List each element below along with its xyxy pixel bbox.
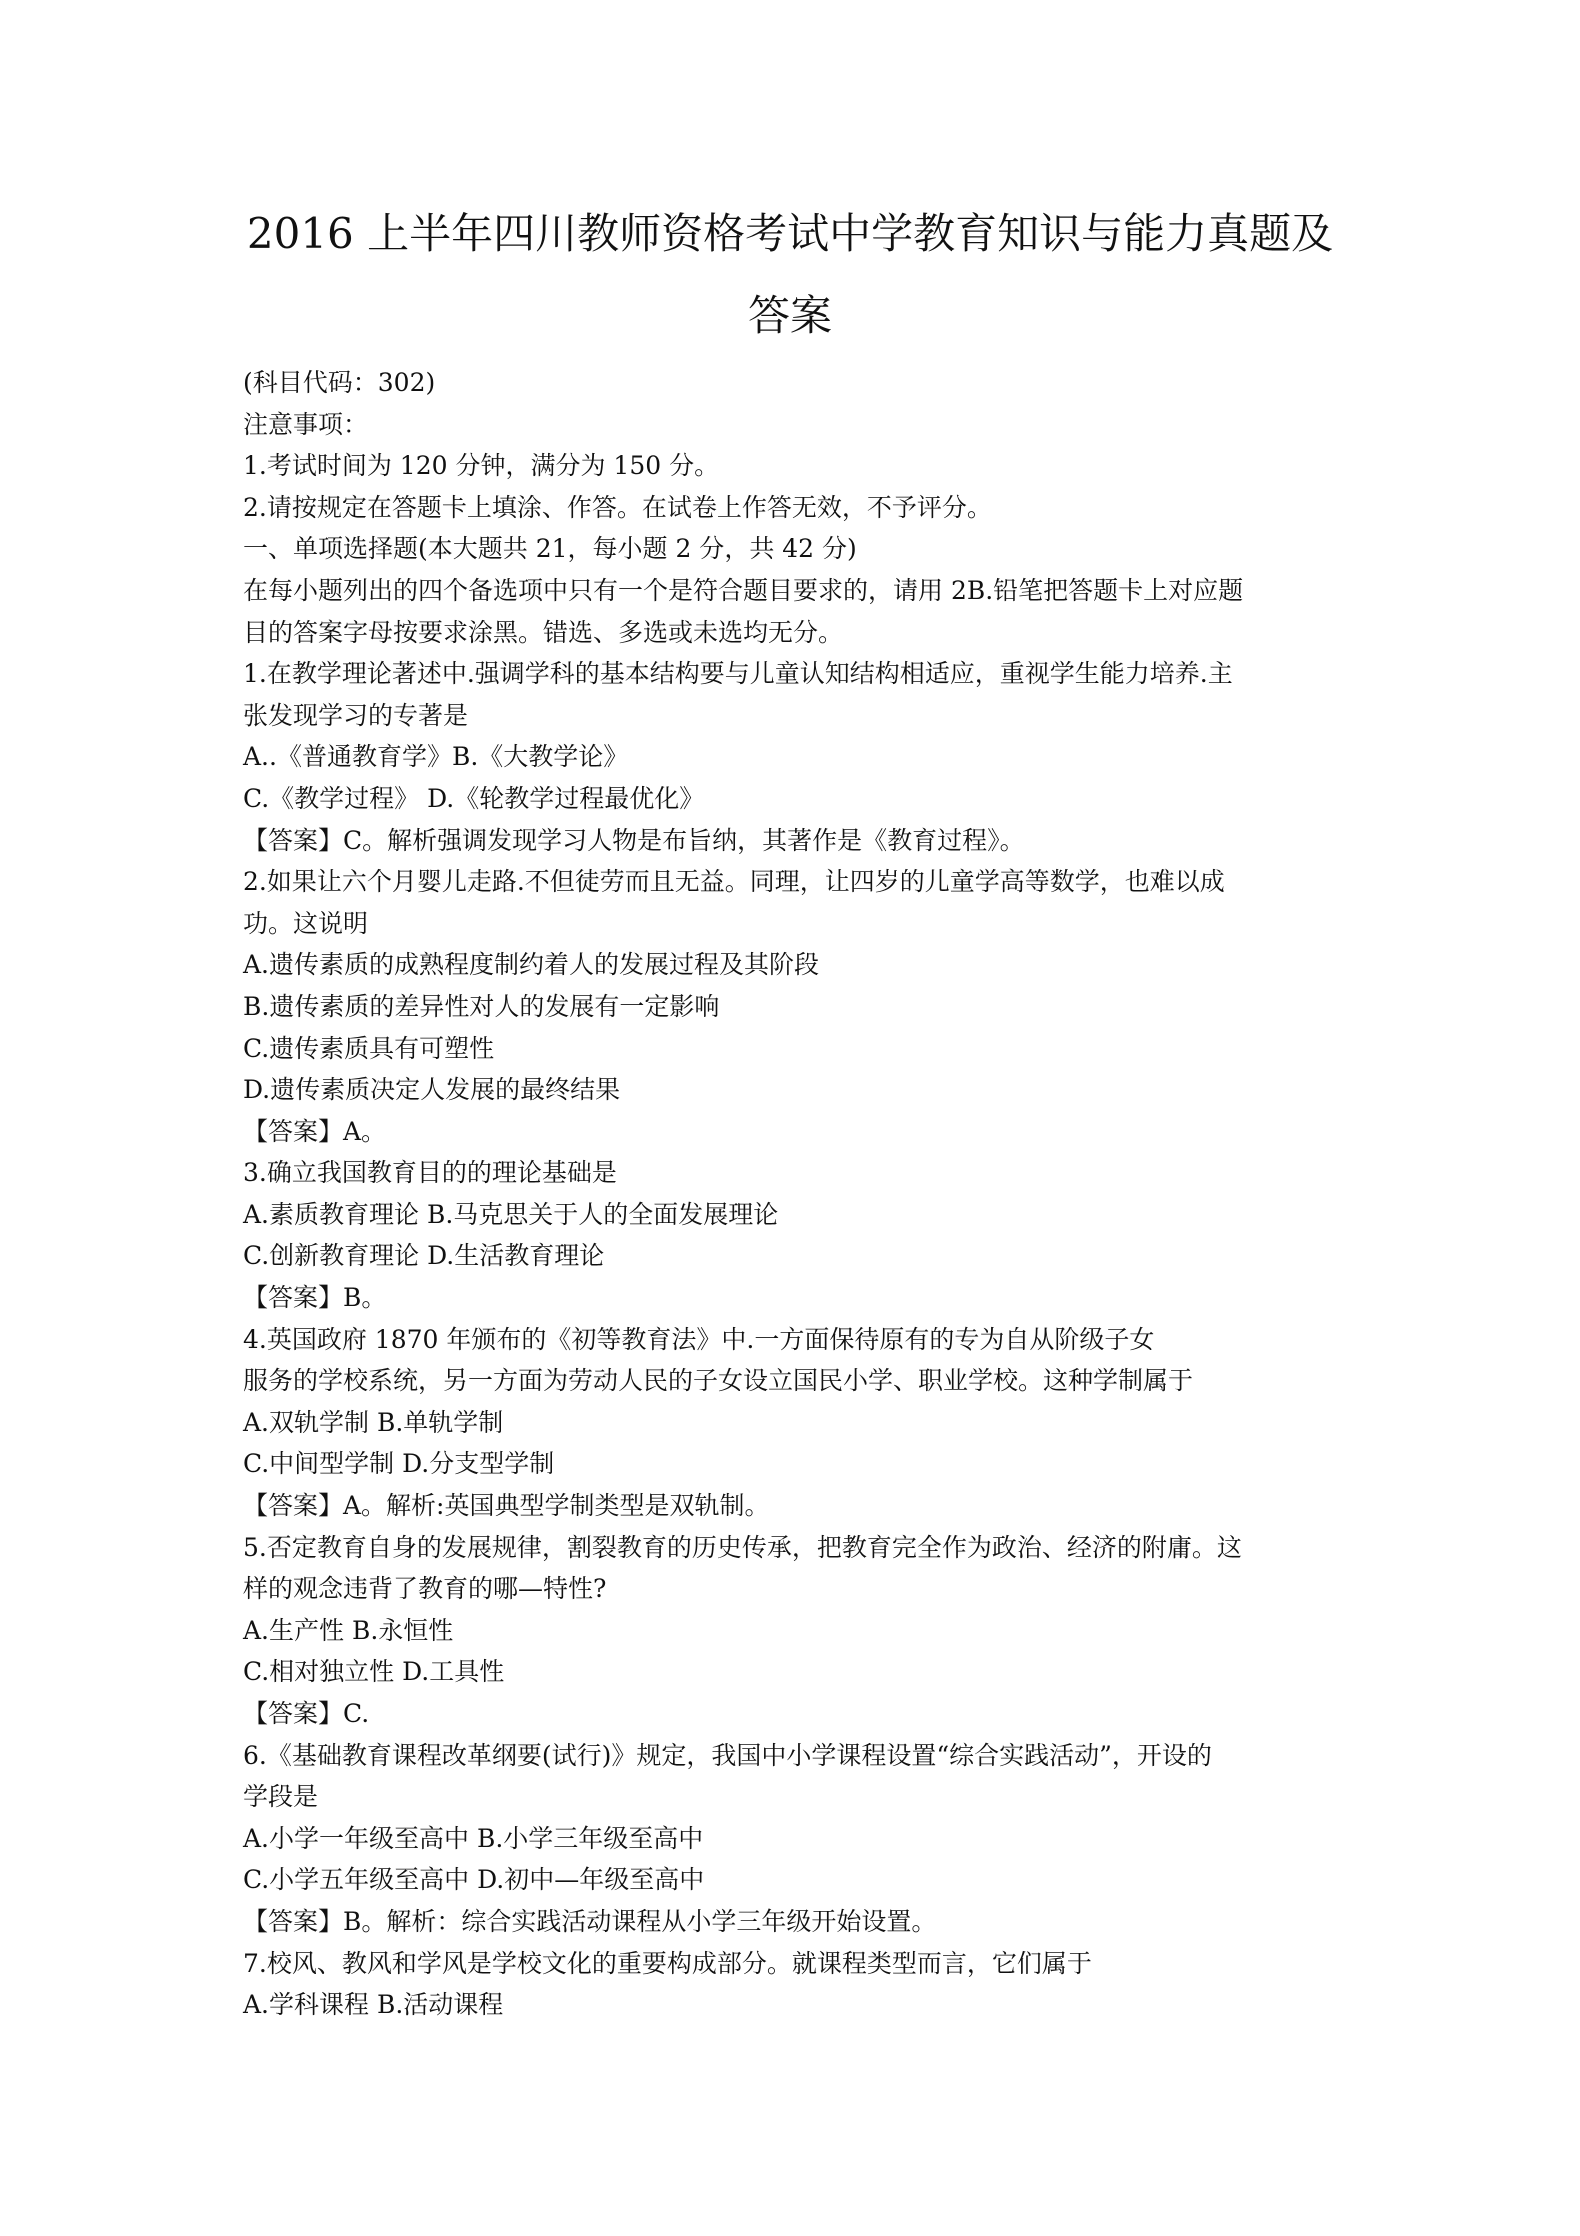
question-4-options: C.中间型学制 D.分支型学制 — [243, 1449, 555, 1479]
question-4-options: A.双轨学制 B.单轨学制 — [243, 1407, 504, 1437]
question-4-stem: 服务的学校系统，另一方面为劳动人民的子女设立国民小学、职业学校。这种学制属于 — [243, 1366, 1194, 1396]
notice-item-2: 2.请按规定在答题卡上填涂、作答。在试卷上作答无效，不予评分。 — [243, 492, 992, 522]
question-7-options: A.学科课程 B.活动课程 — [243, 1990, 504, 2020]
question-3-options: A.素质教育理论 B.马克思关于人的全面发展理论 — [243, 1199, 779, 1229]
question-1-options: C.《教学过程》 D.《轮教学过程最优化》 — [243, 783, 705, 813]
document-body — [243, 362, 1353, 2026]
section-instructions: 在每小题列出的四个备选项中只有一个是符合题目要求的，请用 2B.铅笔把答题卡上对应题 — [243, 575, 1244, 605]
question-5-answer: 【答案】C. — [243, 1699, 370, 1728]
question-2-stem: 2.如果让六个月婴儿走路.不但徒劳而且无益。同理，让四岁的儿童学高等数学，也难以成 — [243, 867, 1225, 897]
section-instructions: 目的答案字母按要求涂黑。错选、多选或未选均无分。 — [243, 617, 844, 647]
question-2-option-a: A.遗传素质的成熟程度制约着人的发展过程及其阶段 — [243, 950, 820, 980]
question-6-options: A.小学一年级至高中 B.小学三年级至高中 — [243, 1823, 704, 1853]
notice-heading: 注意事项： — [243, 409, 369, 439]
question-5-stem: 5.否定教育自身的发展规律，割裂教育的历史传承，把教育完全作为政治、经济的附庸。这 — [243, 1532, 1242, 1562]
notice-item-1: 1.考试时间为 120 分钟，满分为 150 分。 — [243, 451, 720, 481]
question-2-stem: 功。这说明 — [243, 908, 369, 938]
question-1-options: A..《普通教育学》B.《大教学论》 — [243, 742, 629, 772]
subject-code: (科目代码：302) — [243, 368, 436, 397]
question-6-stem: 学段是 — [243, 1782, 319, 1812]
question-4-answer: 【答案】A。解析:英国典型学制类型是双轨制。 — [243, 1491, 770, 1521]
question-1-answer: 【答案】C。解析强调发现学习人物是布旨纳，其著作是《教育过程》。 — [243, 825, 1025, 855]
question-5-options: C.相对独立性 D.工具性 — [243, 1657, 505, 1687]
section-heading: 一、单项选择题(本大题共 21，每小题 2 分，共 42 分) — [243, 534, 857, 564]
question-6-stem: 6.《基础教育课程改革纲要(试行)》规定，我国中小学课程设置“综合实践活动”，开设的 — [243, 1740, 1212, 1770]
question-1-stem: 张发现学习的专著是 — [243, 700, 469, 730]
question-5-stem: 样的观念违背了教育的哪—特性? — [243, 1574, 607, 1604]
question-1-stem: 1.在教学理论著述中.强调学科的基本结构要与儿童认知结构相适应，重视学生能力培养.主 — [243, 659, 1233, 689]
document-title-line-2: 答案 — [747, 291, 832, 340]
document-title-line-1: 2016 上半年四川教师资格考试中学教育知识与能力真题及 — [246, 209, 1334, 258]
question-2-option-d: D.遗传素质决定人发展的最终结果 — [243, 1075, 621, 1105]
question-2-answer: 【答案】A。 — [243, 1116, 387, 1146]
question-5-options: A.生产性 B.永恒性 — [243, 1615, 454, 1645]
question-3-answer: 【答案】B。 — [243, 1283, 387, 1313]
question-2-option-c: C.遗传素质具有可塑性 — [243, 1033, 495, 1063]
question-3-options: C.创新教育理论 D.生活教育理论 — [243, 1241, 605, 1271]
question-3-stem: 3.确立我国教育目的的理论基础是 — [243, 1158, 617, 1188]
question-4-stem: 4.英国政府 1870 年颁布的《初等教育法》中.一方面保待原有的专为自从阶级子女 — [243, 1324, 1155, 1354]
question-6-options: C.小学五年级至高中 D.初中—年级至高中 — [243, 1865, 705, 1895]
question-6-answer: 【答案】B。解析：综合实践活动课程从小学三年级开始设置。 — [243, 1906, 937, 1936]
question-7-stem: 7.校风、教风和学风是学校文化的重要构成部分。就课程类型而言，它们属于 — [243, 1948, 1092, 1978]
question-2-option-b: B.遗传素质的差异性对人的发展有一定影响 — [243, 991, 720, 1021]
